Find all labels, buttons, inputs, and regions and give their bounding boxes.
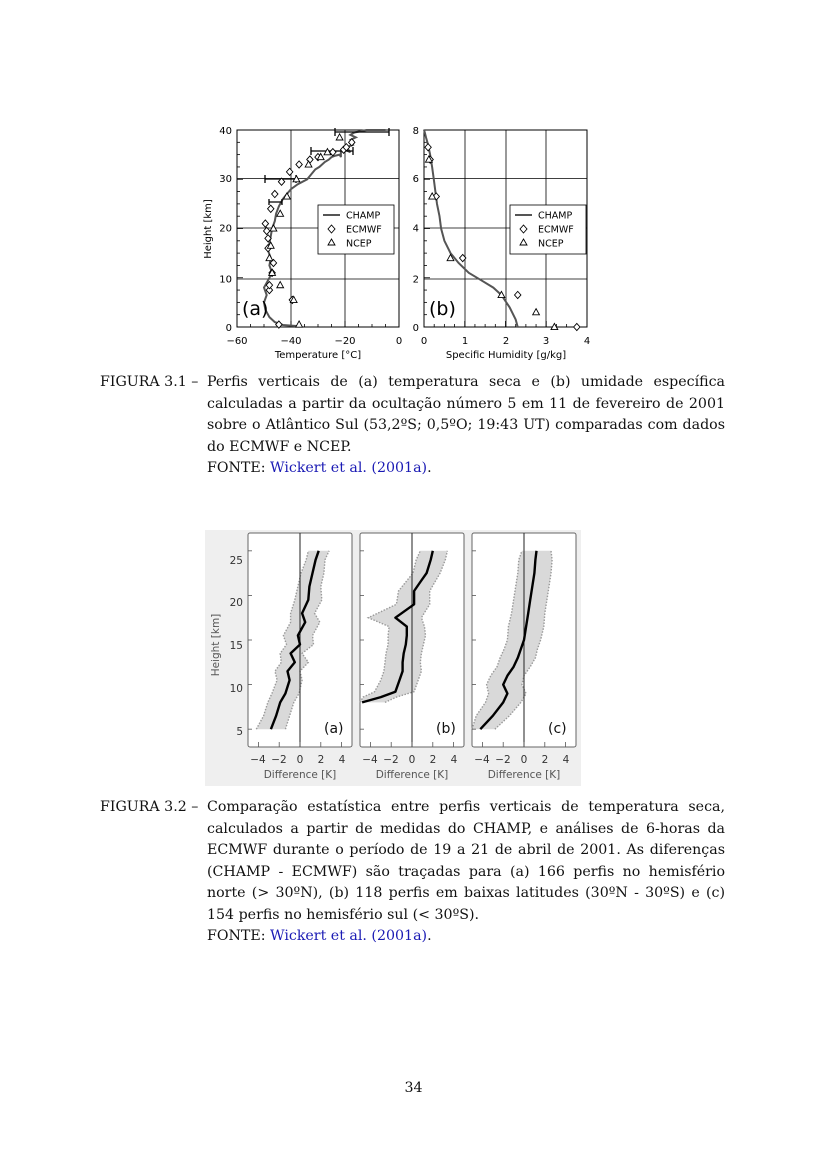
fig2-c-xlabel: Difference [K] bbox=[487, 769, 561, 781]
chart-b-ytick-label: 8 bbox=[412, 126, 419, 137]
chart-b-xlabel: Specific Humidity [g/kg] bbox=[445, 350, 567, 361]
ecmwf-diamond-marker bbox=[425, 144, 431, 151]
caption-label: FIGURA 3.1 – bbox=[100, 374, 199, 390]
chart-a-xtick-label: 0 bbox=[395, 336, 403, 347]
chart-a-error-bars bbox=[265, 128, 389, 205]
fig2-b-xlabel: Difference [K] bbox=[375, 769, 449, 781]
ecmwf-diamond-marker bbox=[515, 291, 521, 298]
fig2-a-xtick-label: −4 bbox=[250, 754, 266, 766]
legend-label-ncep: NCEP bbox=[538, 238, 564, 250]
chart-a-ytick-label: 40 bbox=[219, 126, 232, 137]
ecmwf-diamond-marker bbox=[262, 220, 268, 227]
chart-b-xtick-label: 0 bbox=[420, 336, 428, 347]
legend-label-ncep: NCEP bbox=[346, 238, 372, 250]
fig2-c-panel-label: (c) bbox=[548, 721, 567, 737]
fig2-a-xtick-label: 0 bbox=[296, 754, 304, 766]
ecmwf-diamond-marker bbox=[286, 168, 292, 175]
legend-label-champ: CHAMP bbox=[346, 210, 381, 222]
ecmwf-diamond-marker bbox=[268, 205, 274, 212]
ecmwf-diamond-marker bbox=[264, 227, 270, 234]
ncep-triangle-marker bbox=[266, 254, 273, 260]
fig2-ytick-label: 20 bbox=[229, 597, 243, 609]
fig2-c-xtick-label: 4 bbox=[562, 754, 570, 766]
ecmwf-diamond-marker bbox=[272, 190, 278, 197]
ncep-triangle-marker bbox=[533, 309, 540, 315]
fig2-a-xtick-label: 4 bbox=[338, 754, 346, 766]
chart-b-ytick-label: 6 bbox=[412, 174, 419, 185]
page-number: 34 bbox=[404, 1080, 423, 1096]
chart-a-ytick-label: 0 bbox=[225, 323, 232, 334]
difference-panel bbox=[472, 533, 576, 747]
fig2-a-xtick-label: −2 bbox=[271, 754, 287, 766]
chart-a-ylabel: Height [km] bbox=[203, 199, 214, 259]
chart-a-panel bbox=[203, 126, 402, 361]
ncep-triangle-marker bbox=[296, 321, 303, 327]
chart-b-panel-label: (b) bbox=[429, 298, 456, 320]
chart-b-xtick-label: 3 bbox=[542, 336, 550, 347]
fig2-c-xtick-label: −4 bbox=[474, 754, 490, 766]
fig2-b-xtick-label: 4 bbox=[450, 754, 458, 766]
chart-a-legend bbox=[318, 205, 394, 254]
legend-label-ecmwf: ECMWF bbox=[346, 224, 382, 236]
fig2-ytick-label: 15 bbox=[229, 640, 243, 652]
caption-source bbox=[207, 926, 725, 948]
chart-b-panel bbox=[413, 126, 591, 361]
source-prefix: FONTE: bbox=[207, 928, 270, 944]
source-suffix: . bbox=[427, 460, 432, 476]
fig2-ytick-label: 5 bbox=[236, 726, 243, 738]
chart-b-xtick-label: 1 bbox=[461, 336, 469, 347]
fig2-a-panel-label: (a) bbox=[324, 721, 344, 737]
legend-label-ecmwf: ECMWF bbox=[538, 224, 574, 236]
legend-label-champ: CHAMP bbox=[538, 210, 573, 222]
chart-a-xtick-label: −40 bbox=[280, 336, 302, 347]
chart-a-xtick-label: −20 bbox=[334, 336, 356, 347]
fig2-b-xtick-label: −2 bbox=[383, 754, 399, 766]
figure-3-1 bbox=[195, 118, 600, 366]
chart-b-xtick-label: 2 bbox=[502, 336, 510, 347]
fig2-ytick-label: 25 bbox=[229, 555, 243, 567]
fig2-a-xlabel: Difference [K] bbox=[263, 769, 337, 781]
ecmwf-diamond-marker bbox=[296, 161, 302, 168]
ncep-triangle-marker bbox=[277, 282, 284, 288]
chart-b-xtick-label: 4 bbox=[583, 336, 591, 347]
caption-label: FIGURA 3.2 – bbox=[100, 799, 199, 815]
caption-text: Comparação estatística entre perfis verticais de temperatura seca, calculados a partir de medidas do CHAMP, e análises de 6-horas da ECMWF durante o período de 19 a 21 de abril de 2001. As diferenças (CHAMP - ECMWF) são traçadas para (a) 166 perfis no hemisfério norte (> 30ºN), (b) 118 perfis em baixas latitudes (30ºN - 30ºS) e (c) 154 perfis no hemisfério sul (< 30ºS). bbox=[207, 799, 725, 923]
caption-text: Perfis verticais de (a) temperatura seca e (b) umidade específica calculadas a partir da ocultação número 5 em 11 de fevereiro de 2001 sobre o Atlântico Sul (53,2ºS; 0,5ºO; 19:43 UT) comparadas com dados do ECMWF e NCEP. bbox=[207, 374, 725, 455]
ncep-triangle-marker bbox=[336, 134, 343, 140]
source-prefix: FONTE: bbox=[207, 460, 270, 476]
fig2-ylabel: Height [km] bbox=[210, 613, 222, 677]
fig2-b-xtick-label: 2 bbox=[429, 754, 437, 766]
citation-link[interactable]: Wickert et al. (2001a) bbox=[270, 460, 428, 476]
source-suffix: . bbox=[427, 928, 432, 944]
fig2-b-panel-label: (b) bbox=[436, 721, 456, 737]
chart-b-legend bbox=[510, 205, 586, 254]
caption-source bbox=[207, 458, 725, 480]
citation-link[interactable]: Wickert et al. (2001a) bbox=[270, 928, 428, 944]
fig2-a-xtick-label: 2 bbox=[317, 754, 325, 766]
fig2-b-xtick-label: 0 bbox=[408, 754, 416, 766]
fig2-c-xtick-label: 2 bbox=[541, 754, 549, 766]
chart-panels bbox=[248, 533, 576, 747]
difference-panel bbox=[248, 533, 352, 747]
chart-a-panel-label: (a) bbox=[242, 298, 269, 320]
ecmwf-diamond-marker bbox=[574, 323, 580, 330]
fig2-c-xtick-label: −2 bbox=[495, 754, 511, 766]
chart-b-ytick-label: 2 bbox=[412, 274, 419, 286]
chart-a-xtick-label: −60 bbox=[226, 336, 248, 347]
fig2-ytick-label: 10 bbox=[229, 683, 243, 695]
fig2-c-xtick-label: 0 bbox=[520, 754, 528, 766]
difference-panel bbox=[360, 533, 464, 747]
fig2-b-xtick-label: −4 bbox=[362, 754, 378, 766]
chart-a-xlabel: Temperature [°C] bbox=[274, 350, 362, 361]
chart-b-ytick-label: 4 bbox=[412, 223, 419, 235]
chart-a-ytick-label: 10 bbox=[219, 274, 232, 286]
figure-3-2 bbox=[205, 530, 581, 786]
chart-b-ytick-label: 0 bbox=[412, 323, 419, 334]
chart-a-ytick-label: 20 bbox=[219, 223, 232, 235]
chart-a-ytick-label: 30 bbox=[219, 174, 232, 185]
